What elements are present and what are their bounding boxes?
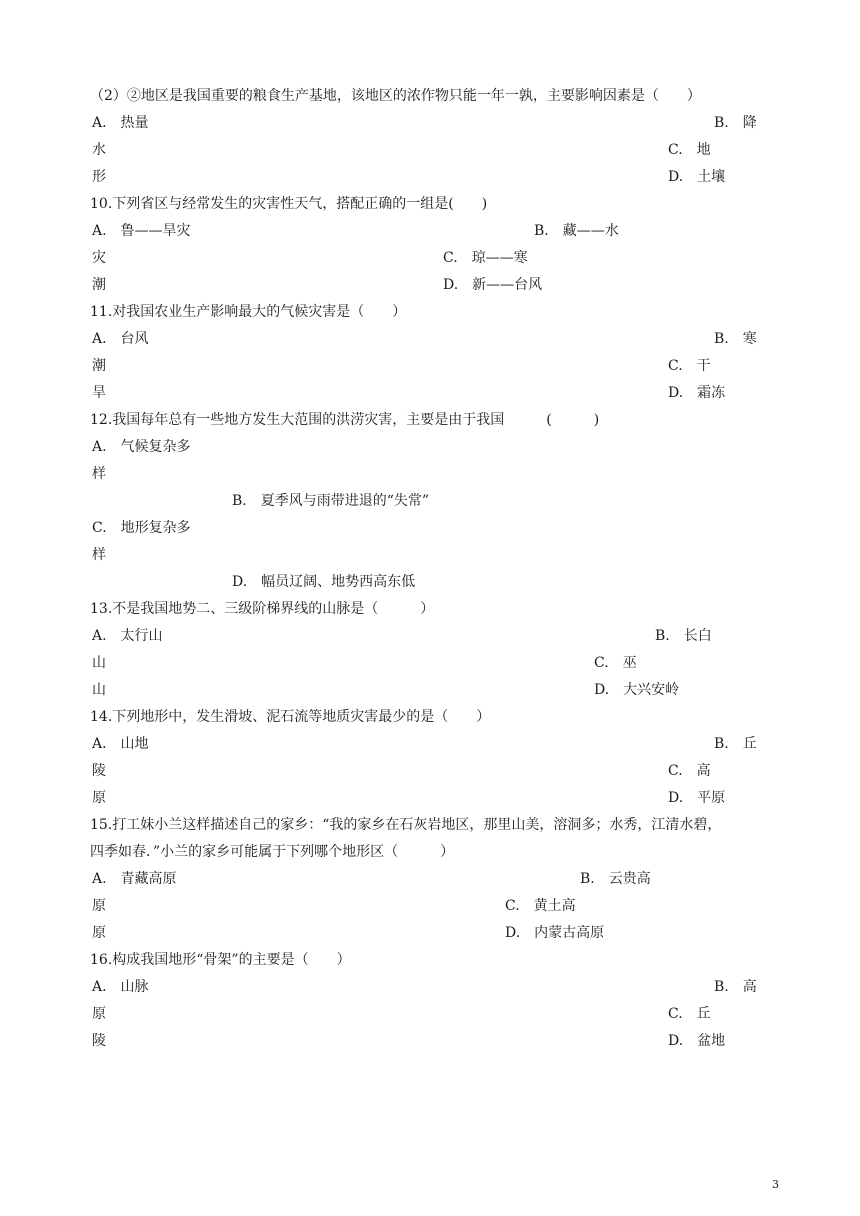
text-line: B. 丘 (714, 736, 757, 752)
text-line: B. 夏季风与雨带进退的“失常” (232, 493, 430, 509)
text-line: D. 幅员辽阔、地势西高东低 (232, 574, 416, 590)
text-line: D. 大兴安岭 (594, 682, 680, 698)
text-line: 灾 (92, 250, 106, 266)
text-line: 山 (92, 682, 106, 698)
text-line: 原 (92, 1006, 106, 1022)
text-line: C. 高 (668, 763, 711, 779)
text-line: 样 (92, 466, 106, 482)
text-line: 14.下列地形中，发生滑坡、泥石流等地质灾害最少的是（ ） (90, 709, 491, 725)
text-line: C. 巫 (594, 655, 637, 671)
text-line: 15.打工妹小兰这样描述自己的家乡：“我的家乡在石灰岩地区，那里山美，溶洞多；水秀，江清水碧， (90, 817, 722, 833)
text-line: 原 (92, 925, 106, 941)
text-line: 形 (92, 169, 106, 185)
text-line: （2）②地区是我国重要的粮食生产基地，该地区的浓作物只能一年一孰，主要影响因素是（ ） (90, 88, 701, 104)
text-line: A. 青藏高原 (92, 871, 177, 887)
text-line: D. 平原 (668, 790, 726, 806)
text-line: 陵 (92, 1033, 106, 1049)
text-line: C. 干 (668, 358, 711, 374)
text-line: A. 气候复杂多 (92, 439, 191, 455)
text-line: 陵 (92, 763, 106, 779)
text-line: 原 (92, 790, 106, 806)
text-line: C. 地形复杂多 (92, 520, 191, 536)
text-line: D. 霜冻 (668, 385, 726, 401)
text-line: A. 鲁——旱灾 (92, 223, 191, 239)
text-line: A. 山脉 (92, 979, 149, 995)
text-line: C. 琼——寒 (443, 250, 528, 266)
text-line: 旱 (92, 385, 106, 401)
text-line: B. 藏——水 (534, 223, 619, 239)
text-line: 11.对我国农业生产影响最大的气候灾害是（ ） (90, 304, 407, 320)
text-line: A. 太行山 (92, 628, 163, 644)
text-line: B. 降 (714, 115, 757, 131)
text-line: A. 山地 (92, 736, 149, 752)
text-line: 16.构成我国地形“骨架”的主要是（ ） (90, 952, 351, 968)
text-line: B. 长白 (655, 628, 712, 644)
text-line: 山 (92, 655, 106, 671)
text-line: B. 寒 (714, 331, 757, 347)
text-line: 水 (92, 142, 106, 158)
page-number: 3 (772, 1178, 779, 1191)
text-line: D. 土壤 (668, 169, 726, 185)
text-line: D. 新——台风 (443, 277, 543, 293)
text-line: A. 台风 (92, 331, 149, 347)
text-line: D. 内蒙古高原 (505, 925, 605, 941)
text-line: B. 云贵高 (580, 871, 651, 887)
text-line: C. 黄土高 (505, 898, 576, 914)
text-line: A. 热量 (92, 115, 149, 131)
text-line: D. 盆地 (668, 1033, 726, 1049)
text-line: 潮 (92, 358, 106, 374)
text-line: 13.不是我国地势二、三级阶梯界线的山脉是（ ） (90, 601, 435, 617)
text-line: C. 丘 (668, 1006, 711, 1022)
text-line: C. 地 (668, 142, 711, 158)
text-line: 样 (92, 547, 106, 563)
text-line: 四季如春．”小兰的家乡可能属于下列哪个地形区（ ） (90, 844, 455, 860)
text-line: 10.下列省区与经常发生的灾害性天气，搭配正确的一组是( ) (90, 196, 488, 212)
text-line: 潮 (92, 277, 106, 293)
text-line: 12.我国每年总有一些地方发生大范围的洪涝灾害，主要是由于我国 ( ) (90, 412, 600, 428)
text-line: 原 (92, 898, 106, 914)
text-line: B. 高 (714, 979, 757, 995)
